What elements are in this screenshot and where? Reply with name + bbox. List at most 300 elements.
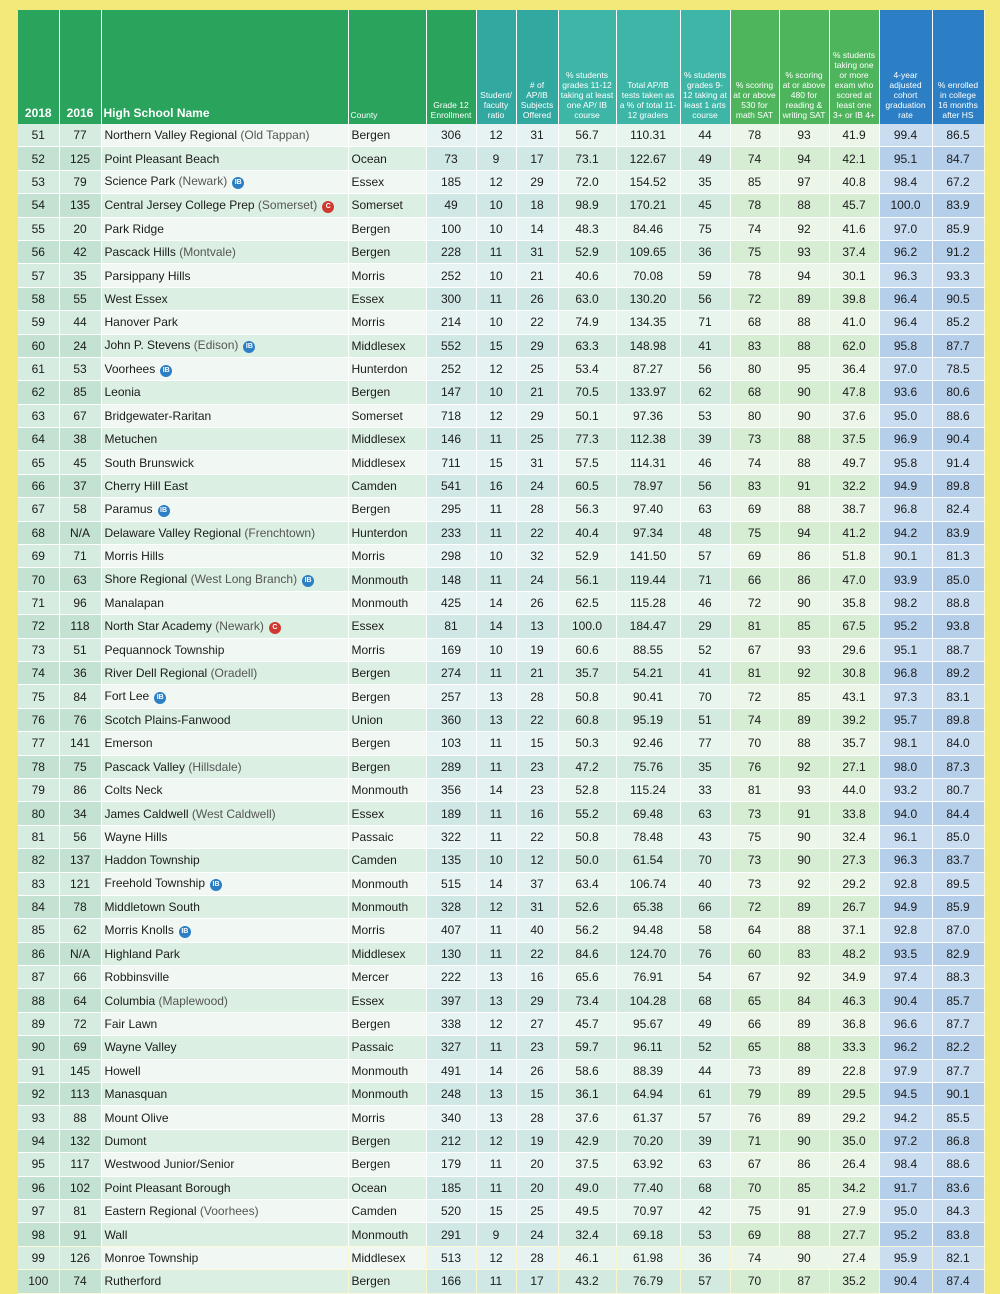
- table-row: [18, 170, 984, 193]
- grad-rate-cell: 91.7: [879, 1176, 932, 1199]
- scored-3-cell: 33.3: [829, 1036, 879, 1059]
- rank-2016-cell: N/A: [59, 521, 101, 544]
- ap-course-cell: 100.0: [558, 615, 616, 638]
- reading-sat-cell: 93: [779, 240, 829, 263]
- ib-badge-icon: IB: [210, 879, 222, 891]
- school-name-cell: [101, 521, 348, 544]
- ap-course-cell: 60.5: [558, 474, 616, 497]
- math-sat-cell: 64: [730, 919, 779, 942]
- county-cell: Monmouth: [348, 1223, 426, 1246]
- math-sat-cell: 70: [730, 1176, 779, 1199]
- math-sat-cell: 80: [730, 357, 779, 380]
- reading-sat-cell: 92: [779, 217, 829, 240]
- school-name-cell: [101, 428, 348, 451]
- table-row: [18, 1083, 984, 1106]
- subjects-cell: 19: [516, 1129, 558, 1152]
- math-sat-cell: 83: [730, 334, 779, 357]
- school-location: (Edison): [193, 338, 239, 353]
- rank-2016-cell: 88: [59, 1106, 101, 1129]
- tests-cell: 154.52: [616, 170, 680, 193]
- county-cell: Passaic: [348, 1036, 426, 1059]
- math-sat-cell: 76: [730, 755, 779, 778]
- arts-cell: 52: [680, 638, 730, 661]
- college-cell: 90.1: [932, 1083, 984, 1106]
- arts-cell: 57: [680, 1106, 730, 1129]
- scored-3-cell: 41.6: [829, 217, 879, 240]
- grad-rate-cell: 98.0: [879, 755, 932, 778]
- tests-cell: 96.11: [616, 1036, 680, 1059]
- tests-cell: 76.91: [616, 966, 680, 989]
- county-cell: Monmouth: [348, 591, 426, 614]
- arts-cell: 49: [680, 147, 730, 170]
- ratio-cell: 11: [476, 498, 516, 521]
- enrollment-cell: 166: [426, 1270, 476, 1293]
- table-row: [18, 381, 984, 404]
- grad-rate-cell: 96.6: [879, 1012, 932, 1035]
- rank-2016-cell: 145: [59, 1059, 101, 1082]
- county-cell: Morris: [348, 264, 426, 287]
- scored-3-cell: 34.2: [829, 1176, 879, 1199]
- enrollment-cell: 515: [426, 872, 476, 895]
- tests-cell: 77.40: [616, 1176, 680, 1199]
- grad-rate-cell: 96.1: [879, 825, 932, 848]
- college-cell: 85.5: [932, 1106, 984, 1129]
- arts-cell: 44: [680, 1059, 730, 1082]
- subjects-cell: 29: [516, 334, 558, 357]
- grad-rate-cell: 93.5: [879, 942, 932, 965]
- rank-2016-cell: 34: [59, 802, 101, 825]
- school-name: South Brunswick: [104, 455, 194, 470]
- county-cell: Ocean: [348, 1176, 426, 1199]
- college-cell: 85.2: [932, 311, 984, 334]
- table-row: [18, 825, 984, 848]
- grad-rate-cell: 93.2: [879, 778, 932, 801]
- tests-cell: 90.41: [616, 685, 680, 708]
- school-name: Fort Lee: [104, 689, 150, 704]
- arts-cell: 68: [680, 989, 730, 1012]
- header-scored-3-plus: % students taking one or more exam who scored at least one 3+ or IB 4+: [829, 10, 879, 124]
- scored-3-cell: 48.2: [829, 942, 879, 965]
- school-name-cell: [101, 872, 348, 895]
- ratio-cell: 14: [476, 615, 516, 638]
- reading-sat-cell: 88: [779, 194, 829, 217]
- school-name-cell: [101, 1129, 348, 1152]
- grad-rate-cell: 97.2: [879, 1129, 932, 1152]
- arts-cell: 41: [680, 661, 730, 684]
- school-name-cell: [101, 451, 348, 474]
- ratio-cell: 13: [476, 1106, 516, 1129]
- college-cell: 82.9: [932, 942, 984, 965]
- scored-3-cell: 37.6: [829, 404, 879, 427]
- grad-rate-cell: 92.8: [879, 919, 932, 942]
- college-cell: 82.4: [932, 498, 984, 521]
- county-cell: Middlesex: [348, 334, 426, 357]
- subjects-cell: 26: [516, 591, 558, 614]
- county-cell: Hunterdon: [348, 357, 426, 380]
- enrollment-cell: 146: [426, 428, 476, 451]
- college-cell: 87.7: [932, 1059, 984, 1082]
- arts-cell: 39: [680, 1129, 730, 1152]
- subjects-cell: 24: [516, 474, 558, 497]
- table-row: [18, 591, 984, 614]
- math-sat-cell: 72: [730, 287, 779, 310]
- school-name-cell: [101, 1270, 348, 1293]
- subjects-cell: 19: [516, 638, 558, 661]
- ap-course-cell: 56.3: [558, 498, 616, 521]
- rank-2016-cell: 38: [59, 428, 101, 451]
- school-name: Pascack Valley: [104, 759, 185, 774]
- grad-rate-cell: 95.0: [879, 1199, 932, 1222]
- ap-course-cell: 84.6: [558, 942, 616, 965]
- scored-3-cell: 39.8: [829, 287, 879, 310]
- college-cell: 88.8: [932, 591, 984, 614]
- school-name: Wayne Hills: [104, 829, 168, 844]
- math-sat-cell: 74: [730, 1246, 779, 1269]
- reading-sat-cell: 94: [779, 147, 829, 170]
- math-sat-cell: 69: [730, 498, 779, 521]
- scored-3-cell: 35.0: [829, 1129, 879, 1152]
- grad-rate-cell: 98.4: [879, 1153, 932, 1176]
- math-sat-cell: 80: [730, 404, 779, 427]
- county-cell: Somerset: [348, 194, 426, 217]
- table-row: [18, 1106, 984, 1129]
- school-location: (Montvale): [179, 245, 236, 260]
- math-sat-cell: 73: [730, 802, 779, 825]
- high-school-rankings-table: [18, 10, 985, 1294]
- ratio-cell: 10: [476, 311, 516, 334]
- math-sat-cell: 75: [730, 240, 779, 263]
- school-name-cell: [101, 1059, 348, 1082]
- ratio-cell: 10: [476, 217, 516, 240]
- ap-course-cell: 63.3: [558, 334, 616, 357]
- rank-2016-cell: 45: [59, 451, 101, 474]
- rank-2018-cell: 73: [18, 638, 59, 661]
- arts-cell: 71: [680, 568, 730, 591]
- rank-2016-cell: 81: [59, 1199, 101, 1222]
- rank-2016-cell: 102: [59, 1176, 101, 1199]
- grad-rate-cell: 95.2: [879, 615, 932, 638]
- enrollment-cell: 189: [426, 802, 476, 825]
- reading-sat-cell: 88: [779, 428, 829, 451]
- rank-2018-cell: 72: [18, 615, 59, 638]
- ratio-cell: 10: [476, 381, 516, 404]
- grad-rate-cell: 95.0: [879, 404, 932, 427]
- ratio-cell: 11: [476, 287, 516, 310]
- subjects-cell: 17: [516, 1270, 558, 1293]
- arts-cell: 44: [680, 124, 730, 147]
- school-name-cell: [101, 1036, 348, 1059]
- enrollment-cell: 252: [426, 264, 476, 287]
- school-name-cell: [101, 311, 348, 334]
- ratio-cell: 14: [476, 778, 516, 801]
- tests-cell: 76.79: [616, 1270, 680, 1293]
- college-cell: 85.9: [932, 895, 984, 918]
- ap-course-cell: 98.9: [558, 194, 616, 217]
- reading-sat-cell: 97: [779, 170, 829, 193]
- arts-cell: 76: [680, 942, 730, 965]
- county-cell: Bergen: [348, 1153, 426, 1176]
- ratio-cell: 11: [476, 825, 516, 848]
- scored-3-cell: 29.2: [829, 1106, 879, 1129]
- college-cell: 87.3: [932, 755, 984, 778]
- rank-2016-cell: 58: [59, 498, 101, 521]
- table-row: [18, 240, 984, 263]
- college-cell: 93.3: [932, 264, 984, 287]
- county-cell: Bergen: [348, 498, 426, 521]
- tests-cell: 54.21: [616, 661, 680, 684]
- math-sat-cell: 73: [730, 872, 779, 895]
- arts-cell: 48: [680, 521, 730, 544]
- school-name-cell: [101, 194, 348, 217]
- grad-rate-cell: 96.4: [879, 311, 932, 334]
- county-cell: Passaic: [348, 825, 426, 848]
- ratio-cell: 11: [476, 428, 516, 451]
- table-row: [18, 1246, 984, 1269]
- tests-cell: 70.20: [616, 1129, 680, 1152]
- ap-course-cell: 52.8: [558, 778, 616, 801]
- school-name: Mount Olive: [104, 1110, 169, 1125]
- ratio-cell: 11: [476, 1176, 516, 1199]
- table-row: [18, 942, 984, 965]
- ap-course-cell: 52.6: [558, 895, 616, 918]
- enrollment-cell: 360: [426, 708, 476, 731]
- rank-2016-cell: 74: [59, 1270, 101, 1293]
- school-location: (Maplewood): [158, 993, 228, 1008]
- table-row: [18, 404, 984, 427]
- ap-course-cell: 37.6: [558, 1106, 616, 1129]
- math-sat-cell: 70: [730, 1270, 779, 1293]
- college-cell: 83.9: [932, 521, 984, 544]
- school-name-cell: [101, 895, 348, 918]
- arts-cell: 63: [680, 1153, 730, 1176]
- ratio-cell: 13: [476, 1083, 516, 1106]
- enrollment-cell: 148: [426, 568, 476, 591]
- county-cell: Middlesex: [348, 942, 426, 965]
- school-name: Middletown South: [104, 900, 200, 915]
- enrollment-cell: 248: [426, 1083, 476, 1106]
- arts-cell: 61: [680, 1083, 730, 1106]
- ib-badge-icon: IB: [179, 926, 191, 938]
- math-sat-cell: 71: [730, 1129, 779, 1152]
- county-cell: Monmouth: [348, 895, 426, 918]
- scored-3-cell: 41.0: [829, 311, 879, 334]
- rank-2016-cell: 78: [59, 895, 101, 918]
- subjects-cell: 28: [516, 685, 558, 708]
- subjects-cell: 22: [516, 521, 558, 544]
- grad-rate-cell: 94.2: [879, 521, 932, 544]
- tests-cell: 78.48: [616, 825, 680, 848]
- grad-rate-cell: 98.4: [879, 170, 932, 193]
- math-sat-cell: 81: [730, 661, 779, 684]
- table-row: [18, 334, 984, 357]
- school-name: Bridgewater-Raritan: [104, 408, 212, 423]
- school-name: Eastern Regional: [104, 1204, 197, 1219]
- reading-sat-cell: 93: [779, 778, 829, 801]
- ap-course-cell: 52.9: [558, 545, 616, 568]
- arts-cell: 33: [680, 778, 730, 801]
- enrollment-cell: 228: [426, 240, 476, 263]
- rank-2018-cell: 88: [18, 989, 59, 1012]
- college-cell: 87.7: [932, 1012, 984, 1035]
- tests-cell: 63.92: [616, 1153, 680, 1176]
- charter-badge-icon: C: [322, 201, 334, 213]
- ap-course-cell: 63.0: [558, 287, 616, 310]
- table-row: [18, 428, 984, 451]
- math-sat-cell: 68: [730, 381, 779, 404]
- county-cell: Bergen: [348, 732, 426, 755]
- tests-cell: 69.48: [616, 802, 680, 825]
- ap-course-cell: 60.8: [558, 708, 616, 731]
- tests-cell: 84.46: [616, 217, 680, 240]
- rank-2018-cell: 68: [18, 521, 59, 544]
- table-row: [18, 1199, 984, 1222]
- table-row: [18, 1012, 984, 1035]
- enrollment-cell: 185: [426, 170, 476, 193]
- table-row: [18, 1223, 984, 1246]
- county-cell: Bergen: [348, 755, 426, 778]
- college-cell: 88.7: [932, 638, 984, 661]
- county-cell: Mercer: [348, 966, 426, 989]
- rank-2018-cell: 52: [18, 147, 59, 170]
- school-name: Scotch Plains-Fanwood: [104, 712, 231, 727]
- rank-2018-cell: 58: [18, 287, 59, 310]
- college-cell: 87.0: [932, 919, 984, 942]
- enrollment-cell: 49: [426, 194, 476, 217]
- enrollment-cell: 233: [426, 521, 476, 544]
- math-sat-cell: 67: [730, 1153, 779, 1176]
- tests-cell: 75.76: [616, 755, 680, 778]
- math-sat-cell: 81: [730, 778, 779, 801]
- rank-2016-cell: 36: [59, 661, 101, 684]
- school-name-cell: [101, 287, 348, 310]
- ratio-cell: 15: [476, 1199, 516, 1222]
- enrollment-cell: 185: [426, 1176, 476, 1199]
- tests-cell: 61.37: [616, 1106, 680, 1129]
- ratio-cell: 11: [476, 1153, 516, 1176]
- college-cell: 87.4: [932, 1270, 984, 1293]
- rank-2016-cell: 24: [59, 334, 101, 357]
- school-name-cell: [101, 1176, 348, 1199]
- grad-rate-cell: 94.0: [879, 802, 932, 825]
- ap-course-cell: 42.9: [558, 1129, 616, 1152]
- arts-cell: 63: [680, 802, 730, 825]
- ratio-cell: 11: [476, 732, 516, 755]
- table-row: [18, 1036, 984, 1059]
- college-cell: 90.4: [932, 428, 984, 451]
- school-name: Monroe Township: [104, 1250, 199, 1265]
- subjects-cell: 23: [516, 1036, 558, 1059]
- reading-sat-cell: 85: [779, 685, 829, 708]
- tests-cell: 130.20: [616, 287, 680, 310]
- subjects-cell: 40: [516, 919, 558, 942]
- tests-cell: 109.65: [616, 240, 680, 263]
- reading-sat-cell: 91: [779, 802, 829, 825]
- school-name: John P. Stevens: [104, 338, 191, 353]
- enrollment-cell: 711: [426, 451, 476, 474]
- scored-3-cell: 62.0: [829, 334, 879, 357]
- school-location: (Somerset): [257, 197, 318, 212]
- school-name-cell: [101, 966, 348, 989]
- enrollment-cell: 130: [426, 942, 476, 965]
- school-name-cell: [101, 1246, 348, 1269]
- arts-cell: 68: [680, 1176, 730, 1199]
- ap-course-cell: 50.0: [558, 849, 616, 872]
- arts-cell: 59: [680, 264, 730, 287]
- school-name-cell: [101, 919, 348, 942]
- school-name-cell: [101, 778, 348, 801]
- rank-2018-cell: 81: [18, 825, 59, 848]
- school-name-cell: [101, 568, 348, 591]
- college-cell: 82.2: [932, 1036, 984, 1059]
- subjects-cell: 26: [516, 1059, 558, 1082]
- scored-3-cell: 36.8: [829, 1012, 879, 1035]
- rank-2018-cell: 99: [18, 1246, 59, 1269]
- reading-sat-cell: 88: [779, 732, 829, 755]
- tests-cell: 94.48: [616, 919, 680, 942]
- table-row: [18, 545, 984, 568]
- tests-cell: 104.28: [616, 989, 680, 1012]
- grad-rate-cell: 95.1: [879, 147, 932, 170]
- grad-rate-cell: 92.8: [879, 872, 932, 895]
- table-row: [18, 568, 984, 591]
- grad-rate-cell: 94.2: [879, 1106, 932, 1129]
- school-name: Park Ridge: [104, 221, 164, 236]
- ap-course-cell: 63.4: [558, 872, 616, 895]
- rank-2016-cell: 137: [59, 849, 101, 872]
- rank-2016-cell: N/A: [59, 942, 101, 965]
- school-location: (Voorhees): [199, 1204, 259, 1219]
- school-name: Delaware Valley Regional: [104, 525, 242, 540]
- rank-2016-cell: 63: [59, 568, 101, 591]
- rank-2018-cell: 90: [18, 1036, 59, 1059]
- school-name: Central Jersey College Prep: [104, 197, 255, 212]
- ap-course-cell: 45.7: [558, 1012, 616, 1035]
- rank-2018-cell: 92: [18, 1083, 59, 1106]
- grad-rate-cell: 90.4: [879, 1270, 932, 1293]
- school-location: (Newark): [215, 618, 264, 633]
- charter-badge-icon: C: [269, 622, 281, 634]
- subjects-cell: 15: [516, 1083, 558, 1106]
- table-row: [18, 849, 984, 872]
- scored-3-cell: 30.8: [829, 661, 879, 684]
- tests-cell: 61.54: [616, 849, 680, 872]
- scored-3-cell: 42.1: [829, 147, 879, 170]
- ratio-cell: 11: [476, 661, 516, 684]
- math-sat-cell: 81: [730, 615, 779, 638]
- enrollment-cell: 81: [426, 615, 476, 638]
- enrollment-cell: 397: [426, 989, 476, 1012]
- header-rank-2018: 2018: [18, 10, 59, 124]
- subjects-cell: 25: [516, 357, 558, 380]
- school-name-cell: [101, 849, 348, 872]
- scored-3-cell: 34.9: [829, 966, 879, 989]
- ratio-cell: 11: [476, 568, 516, 591]
- ib-badge-icon: IB: [158, 505, 170, 517]
- county-cell: Essex: [348, 615, 426, 638]
- college-cell: 89.8: [932, 708, 984, 731]
- ap-course-cell: 32.4: [558, 1223, 616, 1246]
- table-row: [18, 872, 984, 895]
- college-cell: 86.5: [932, 124, 984, 147]
- reading-sat-cell: 90: [779, 1246, 829, 1269]
- school-name-cell: [101, 989, 348, 1012]
- header-arts-pct: % students grades 9-12 taking at least 1 arts course: [680, 10, 730, 124]
- grad-rate-cell: 94.9: [879, 474, 932, 497]
- school-name: Hanover Park: [104, 315, 178, 330]
- rank-2016-cell: 66: [59, 966, 101, 989]
- math-sat-cell: 72: [730, 685, 779, 708]
- ap-course-cell: 60.6: [558, 638, 616, 661]
